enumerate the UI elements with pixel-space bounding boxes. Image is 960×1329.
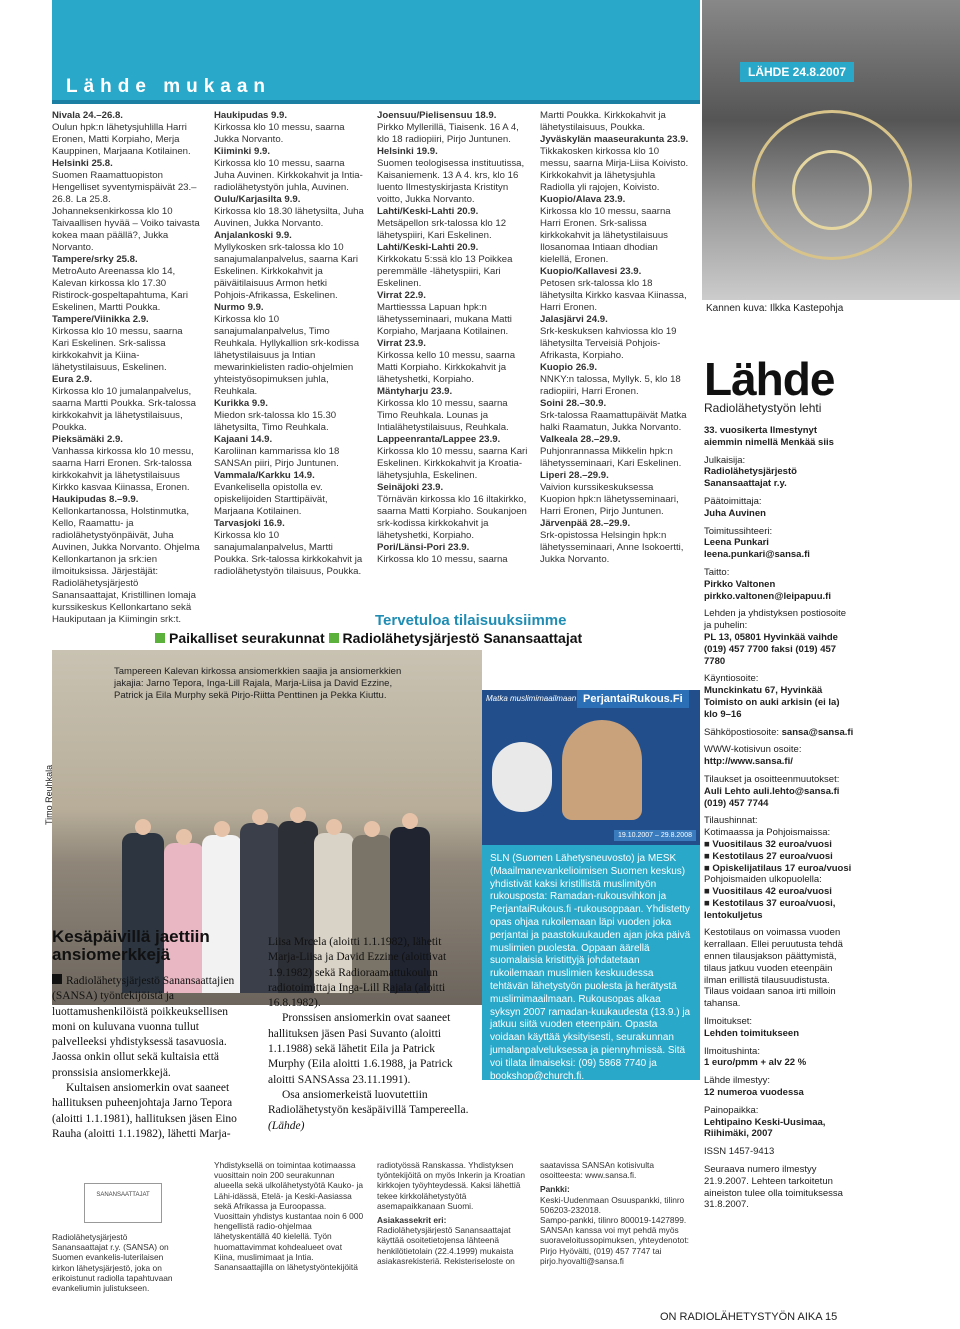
- event-item: Tampere/srky 25.8. MetroAuto Areenassa klo 14, Kalevan kirkossa klo 17.30 Ristirock-gospeltapahtuma, Kari Eskelinen, Martti Poukka.: [52, 254, 188, 313]
- feature-continued: [268, 935, 473, 1134]
- event-item: Liperi 28.–29.9. Vaivion kurssikeskuksessa Kuopion hpk:n lähetysseminaari, Harri Eronen, Pirjo Juntunen.: [540, 470, 679, 517]
- events-column-4: [540, 110, 690, 566]
- sansa-logo: SANANSAATTAJAT: [84, 1183, 162, 1223]
- event-item: Kuopio/Kallavesi 23.9. Petosen srk-talossa klo 18 lähetysilta Kirkko kasvaa Kiinassa, Harri Eronen.: [540, 266, 687, 313]
- event-item: Seinäjoki 23.9. Törnävän kirkossa klo 16 iltakirkko, saarna Matti Korpiaho. Soukanjoen srk-kodissa kirkkokahvit ja lähetyshetki, Korpiaho.: [377, 482, 527, 541]
- masthead: 33. vuosikerta Ilmestynyt aiemmin nimellä Menkää siis Julkaisija: Radiolähetysjärjestö Sanansaattajat r.y. Päätoimittaja: Juha Auvinen Toimitussihteeri: Leena Punkari leena.punkari@sansa.fi Taitto: Pirkko Valtonen pirkko.valtonen@leipapuu.fi Lehden ja yhdistyksen postiosoite ja puhelin: PL 13, 05801 Hyvinkää vaihde (019) 457 7700 faksi (019) 457 7780 Käyntiosoite: Munckinkatu 67, Hyvinkää Toimisto on auki arkisin (ei la) klo 9–16 Sähköpostiosoite: sansa@sansa.fi WWW-kotisivun osoite: http://www.sansa.fi/ Tilaukset ja osoitteenmuutokset: Auli Lehto auli.lehto@sansa.fi (019) 457 7744 Tilaushinnat: Kotimaassa ja Pohjoismaissa: ■ Vuositilaus 32 euroa/vuosi ■ Kestotilaus 27 euroa/vuosi ■ Opiskelijatilaus 17 euroa/vuosi Pohjoismaiden ulkopuolella: ■ Vuositilaus 42 euroa/vuosi ■ Kestotilaus 37 euroa/vuosi, lentokuljetus Kestotilaus on voimassa vuoden kerrallaan. Ellei peruutusta tehdä ennen tilausjakson päättymistä, tilaus jatkuu vuoden eteenpäin ilman erillistä tilausuudistusta. Tilaus voidaan sanoa irti milloin tahansa. Ilmoitukset: Lehden toimitukseen Ilmoitushinta: 1 euro/pmm + alv 22 % Lähde ilmestyy: 12 numeroa vuodessa Painopaikka: Lehtipaino Keski-Uusimaa, Riihimäki, 2007 ISSN 1457-9413 Seuraava numero ilmestyy 21.9.2007. Lehteen tarkoitetun aineiston tulee olla toimituksessa 31.8.2007.: [704, 425, 854, 1211]
- event-item: Pieksämäki 2.9. Vanhassa kirkossa klo 10 messu, saarna Harri Eronen. Srk-talossa kirkkokahvit ja lähetystilaisuus Kirkko kasvaa Kiinassa, Eronen.: [52, 434, 194, 493]
- prayer-guide-text: SLN (Suomen Lähetysneuvosto) ja MESK (Maailmanevankelioimisen Suomen keskus) yhdistivät kaksi kristillistä muslimityön rukousposta: Ramadan-rukousvihkon ja PerjantaiRukous.fi -rukousoppaan. Yhdistetty opas ohjaa rukoilemaan läpi vuoden joka perjantai ja paastokuukauden ajan joka päivä muslimien puolesta. Oppaan äärellä suomalaisia kristittyjä johdatetaan rukoilemaan muslimien keskuudessa tehtävän lähetystyön puolesta ja herätystä muslimimaailmaan. Rukousopas alkaa syksyn 2007 ramadan-kuukaudesta (13.9.) ja jatkuu siitä vuoden eteenpäin. Opasta voidaan käyttää yksityisesti, seurakunnan jumalanpalveluksessa ja piennyhmissä. Sitä voi tilata ilmaiseksi: (09) 5868 7740 ja bookshop@church.fi.: [482, 845, 700, 1080]
- prayer-guide-ad: [482, 690, 700, 845]
- events-column-2: [214, 110, 364, 578]
- magazine-logo: Lähde: [704, 353, 835, 405]
- event-item: Lahti/Keski-Lahti 20.9. Kirkkokatu 5:ssä klo 13 Poikkea peremmälle -lähetyspiiri, Kari Eskelinen.: [377, 242, 513, 289]
- event-item: Lappeenranta/Lappee 23.9. Kirkossa klo 10 messu, saarna Kari Eskelinen. Kirkkokahvit ja Kroatia-lähetysjuhla, Eskelinen.: [377, 434, 528, 481]
- events-column-3: [377, 110, 529, 566]
- event-item: Jalasjärvi 24.9. Srk-keskuksen kahviossa klo 19 lähetysilta Terveisiä Pohjois-Afrikasta, Korpiaho.: [540, 314, 677, 361]
- feature-p3: Liisa Mrcela (aloitti 1.1.1982), lähetit Marja-Liisa ja David Ezzine (aloittivat 1.9.1982) sekä Radioraamattukoulun radiotoimittaja Inga-Lill Rajala (aloitti 16.8.1982).: [268, 936, 447, 1010]
- event-item: Soini 28.–30.9. Srk-talossa Raamattupäivät Matka halki Raamatun, Jukka Norvanto.: [540, 398, 687, 433]
- magazine-subtitle: Radiolähetystyön lehti: [704, 401, 822, 415]
- footer-col-3: radiotyössä Ranskassa. Yhdistyksen työntekijöitä on myös Inkerin ja Kroatian kirkkojen työyhteydessä. Kaksi lähettiä tekee kirkkolähetystyötä asemapaikkanaan Suomi. Asiakassekrit eri: Radiolähetysjärjestö Sanansaattajat käyttää osoitetietojensa lähteenä henkilötietolain (22.4.1999) mukaista asiakasrekisteriä. Rekisteriseloste on: [377, 1160, 526, 1266]
- section-title: Lähde mukaan: [66, 76, 272, 97]
- photo-credit: Timo Reuhkala: [44, 764, 54, 825]
- event-item: Nivala 24.–26.8. Oulun hpk:n lähetysjuhlilla Harri Eronen, Matti Korpiaho, Merja Kauppinen, Marjaana Kotilainen.: [52, 110, 191, 157]
- feature-p2: Kultaisen ansiomerkin ovat saaneet hallituksen puheenjohtaja Jarno Tepora (aloitti 1.1.1981), hallituksen jäsen Eino Rauha (aloitti 1.1.1982), lähetti Marja-: [52, 1082, 237, 1140]
- event-item: Pori/Länsi-Pori 23.9. Kirkossa klo 10 messu, saarna: [377, 542, 508, 565]
- events-column-1: [52, 110, 200, 626]
- footer-col-1: Radiolähetysjärjestö Sanansaattajat r.y. (SANSA) on Suomen evankelis-luterilaisen kirkon lähetysjärjestö, joka on erikoistunut radiolla tapahtuvaan evankeliumin julistukseen.: [52, 1232, 173, 1294]
- header-underline: [52, 100, 700, 104]
- event-item: Tarvasjoki 16.9. Kirkossa klo 10 sanajumalanpalvelus, Martti Poukka. Srk-talossa kirkkokahvit ja radiolähetystyön tilaisuus, Poukka.: [214, 518, 363, 577]
- footer-col-4: saatavissa SANSAn kotisivulta osoitteesta: www.sansa.fi. Pankki: Keski-Uudenmaan Osuuspankki, tilinro 506203-232018. Sampo-pankki, tilinro 800019-1427899. SANSAn kanssa voi myt pehdä myös suoraveloitussopimuksen, yhteydenotot: Pirjo Hyövälti, (019) 457 7747 tai pirjo.hyovalti@sansa.fi: [540, 1160, 689, 1266]
- ad-brand: PerjantaiRukous.Fi: [577, 690, 689, 708]
- feature-p1: Radiolähetysjärjestö Sanansaattajien (SANSA) työntekijöistä ja luottamushenkilöistä poikkeuksellisen moni on kuluvana vuonna tullut palvelleeksi yhdistyksessä tasavuosia. Jaossa onkin ollut sekä kultaisia että pronssisia ansiomerkkejä.: [52, 975, 235, 1079]
- cover-credit: Kannen kuva: Ilkka Kastepohja: [706, 303, 844, 314]
- event-item: Oulu/Karjasilta 9.9. Kirkossa klo 18.30 lähetysilta, Juha Auvinen, Jukka Norvanto.: [214, 194, 364, 229]
- ad-dates: 19.10.2007 – 29.8.2008: [614, 830, 696, 841]
- event-item: Virrat 23.9. Kirkossa kello 10 messu, saarna Matti Korpiaho. Kirkkokahvit ja lähetyshetki, Korpiaho.: [377, 338, 516, 385]
- event-item: Kajaani 14.9. Karoliinan kammarissa klo 18 SANSAn piiri, Pirjo Juntunen.: [214, 434, 340, 469]
- organizers-line: Paikalliset seurakunnat Radiolähetysjärjestö Sanansaattajat: [155, 630, 582, 646]
- welcome-text: Tervetuloa tilaisuuksiimme: [375, 612, 567, 629]
- event-item: Mäntyharju 23.9. Kirkossa klo 10 messu, saarna Timo Reuhkala. Lounas ja Intialähetystilaisuus, Reuhkala.: [377, 386, 509, 433]
- photo-caption: Tampereen Kalevan kirkossa ansiomerkkien saajia ja ansiomerkkien jakajia: Jarno Tepora, Inga-Lill Rajala, Marja-Liisa ja David Ezzine, Patrick ja Eila Murphy sekä Pirjo-Riitta Penttinen ja Pekka Kiuttu.: [114, 666, 402, 701]
- event-item: Vammala/Karkku 14.9. Evankelisella opistolla ev. opiskelijoiden Starttipäivät, Marjaana Kotilainen.: [214, 470, 328, 517]
- event-item: Kurikka 9.9. Miedon srk-talossa klo 15.30 lähetysilta, Timo Reuhkala.: [214, 398, 337, 433]
- event-item: Eura 2.9. Kirkossa klo 10 jumalanpalvelus, saarna Martti Poukka. Srk-talossa kirkkokahvit ja lähetystilaisuus, Poukka.: [52, 374, 196, 433]
- event-item: Virrat 22.9. Marttiesssa Lapuan hpk:n lähetysseminaari, mukana Matti Korpiaho, Marjaana Kotilainen.: [377, 290, 512, 337]
- event-item: Joensuu/Pielisensuu 18.9. Pirkko Myllerillä, Tiaisenk. 16 A 4, klo 18 radiopiiri, Pirjo Juntunen.: [377, 110, 519, 145]
- event-item: Kuopio 26.9. NNKY:n talossa, Myllyk. 5, klo 18 radiopiiri, Harri Eronen.: [540, 362, 681, 397]
- feature-article: [52, 928, 252, 1142]
- event-item: Helsinki 25.8. Suomen Raamattuopiston Hengelliset syventymispäivät 23.–26.8. La 25.8. Johanneksenkirkossa klo 10 Taivaallisen hyvää – Voiko taivasta kokea maan päällä?, Jukka Norvanto.: [52, 158, 200, 253]
- event-item: Nurmo 9.9. Kirkossa klo 10 sanajumalanpalvelus, Timo Reuhkala. Hyllykallion srk-kodissa lähetystilaisuus ja Intian mewarinkielisten radio-ohjelmien yhteistyösopimuksen juhla, Reuhkala.: [214, 302, 360, 397]
- event-item: Haukipudas 9.9. Kirkossa klo 10 messu, saarna Jukka Norvanto.: [214, 110, 345, 145]
- event-item: Valkeala 28.–29.9. Puhjonrannassa Mikkelin hpk:n lähetysseminaari, Kari Eskelinen.: [540, 434, 682, 469]
- issue-date: LÄHDE 24.8.2007: [740, 62, 854, 82]
- event-item: Järvenpää 28.–29.9. Srk-opistossa Helsingin hpk:n lähetysseminaari, Anne Isokoertti, Jukka Norvanto.: [540, 518, 684, 565]
- event-item: Lahti/Keski-Lahti 20.9. Metsäpellon srk-talossa klo 12 lähetyspiiri, Kari Eskelinen.: [377, 206, 507, 241]
- event-item: Anjalankoski 9.9. Myllykosken srk-talossa klo 10 sanajumalanpalvelus, saarna Kari Eskelinen. Kirkkokahvit ja päiväitilaisuus Armon hetki Pohjois-Afrikassa, Eskelinen.: [214, 230, 358, 301]
- event-item: Haukipudas 8.–9.9. Kellonkartanossa, Holstinmutka, Kello, Raamattu- ja radiolähetystyönpäivät, Juha Auvinen, Jukka Norvanto. Ohjelma Kellonkartanon ja srk:ien ilmoituksissa. Järjestäjät: Radiolähetysjärjestö Sanansaattajat, Kristillinen lomaja kurssikeskus Kellonkartano sekä Haukiputaan ja Kiimingin srk:t.: [52, 494, 200, 625]
- feature-title: Kesäpäivillä jaettiin ansiomerkkejä: [52, 927, 210, 964]
- event-item: Martti Poukka. Kirkkokahvit ja lähetystilaisuus, Poukka.: [540, 110, 666, 133]
- feature-signature: (Lähde): [268, 1119, 305, 1132]
- issue-info: 33. vuosikerta Ilmestynyt aiemmin nimellä Menkää siis: [704, 425, 834, 448]
- event-item: Kiiminki 9.9. Kirkossa klo 10 messu, saarna Juha Auvinen. Kirkkokahvit ja Intia-radiolähetystyön juhla, Auvinen.: [214, 146, 363, 193]
- feature-p4: Pronssisen ansiomerkin ovat saaneet hallituksen jäsen Pasi Suvanto (aloitti 1.1.1988) sekä lähetit Eila ja Patrick Murphy (Eila aloitti 1.6.1988, ja Patrick aloitti SANSAssa 23.11.1991).: [268, 1012, 453, 1086]
- event-item: Helsinki 19.9. Suomen teologisessa instituutissa, Kaisaniemenk. 13 A 4. krs, klo 16 luento Ilmestyskirjasta Kristityn voitto, Jukka Norvanto.: [377, 146, 525, 205]
- event-item: Jyväskylän maaseurakunta 23.9. Tikkakosken kirkossa klo 10 messu, saarna Mirja-Liisa Koivisto. Kirkkokahvit ja lähetysjuhla Radiolla yli rajojen, Koivisto.: [540, 134, 689, 193]
- page-footer: ON RADIOLÄHETYSTYÖN AIKA 15: [660, 1311, 838, 1323]
- footer-col-2: Yhdistyksellä on toimintaa kotimaassa vuosittain noin 200 seurakunnan alueella sekä ulkolähetystyötä Kauko- ja Lähi-idässä, Etelä- ja Keski-Aasiassa sekä Afrikassa ja Euroopassa. Vuosittain yhdistys kustantaa noin 6 000 hengellistä radio-ohjelmaa lähetyskentällä 40 kielellä. Työn huomattavimmat kohdealueet ovat Kiina, muslimimaat ja Intia. Sanansaattajilla on lähetystyöntekijöitä: [214, 1160, 364, 1273]
- cover-photo: [702, 0, 960, 300]
- feature-p5: Osa ansiomerkeistä luovutettiin Radiolähetystyön kesäpäivillä Tampereella.: [268, 1088, 469, 1117]
- event-item: Kuopio/Alava 23.9. Kirkossa klo 10 messu, saarna Harri Eronen. Srk-salissa kirkkokahvit ja lähetystilaisuus Ilosanomaa Intiaan dhodian kielellä, Eronen.: [540, 194, 671, 265]
- event-item: Tampere/Viinikka 2.9. Kirkossa klo 10 messu, saarna Kari Eskelinen. Srk-salissa kirkkokahvit ja Kiina-lähetystilaisuus, Eskelinen.: [52, 314, 183, 373]
- ad-label: Matka muslimimaailmaan: [486, 694, 577, 703]
